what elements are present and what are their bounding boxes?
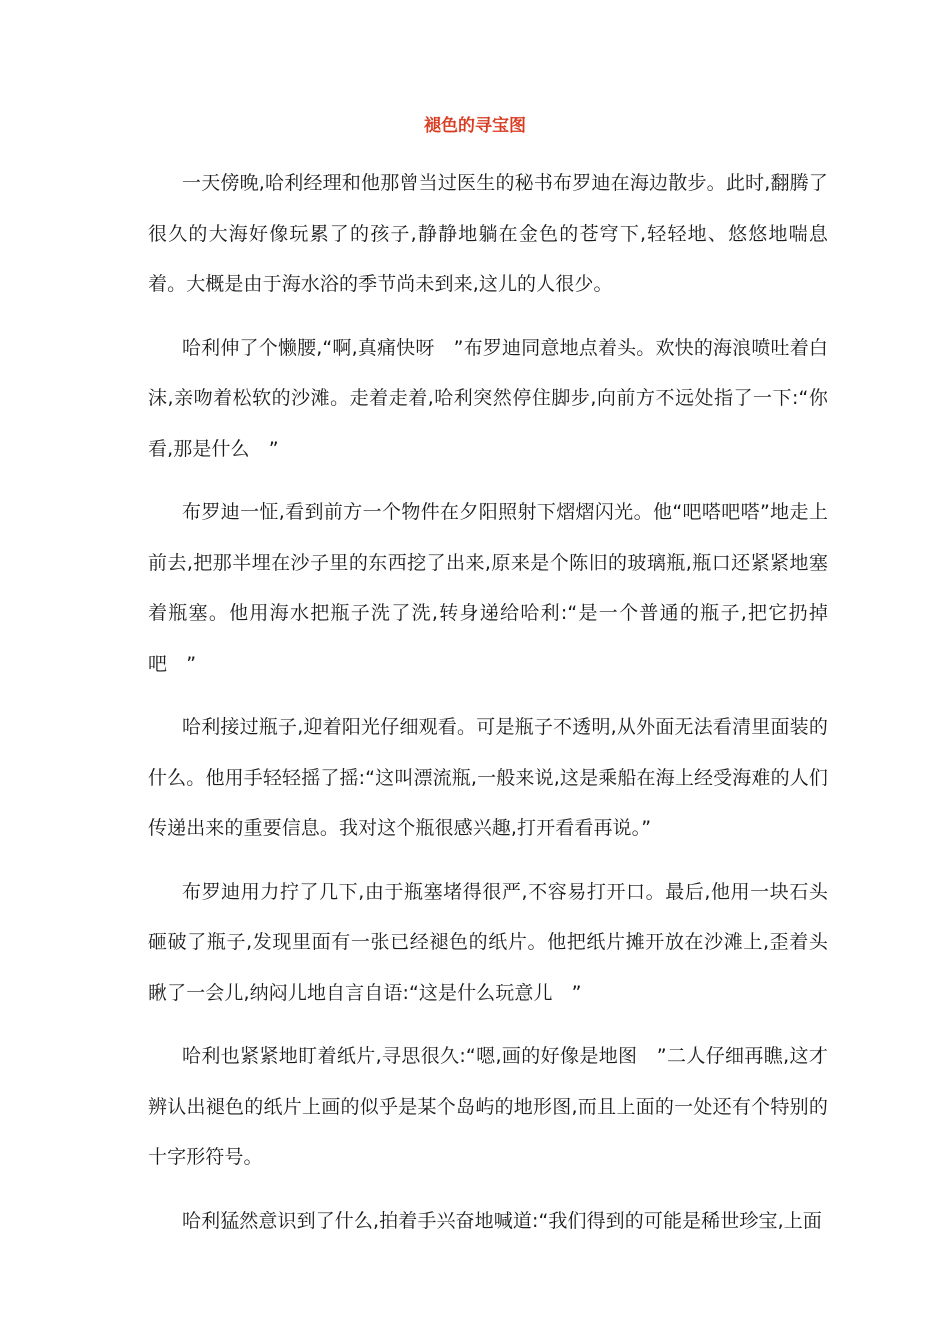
paragraph-2: 哈利伸了个懒腰,“啊,真痛快呀 ”布罗迪同意地点着头。欢快的海浪喷吐着白沫,亲吻着松软的沙滩。走着走着,哈利突然停住脚步,向前方不远处指了一下:“你看,那是什么 ”	[148, 336, 828, 460]
paragraph-4: 哈利接过瓶子,迎着阳光仔细观看。可是瓶子不透明,从外面无法看清里面装的什么。他用手轻轻摇了摇:“这叫漂流瓶,一般来说,这是乘船在海上经受海难的人们传递出来的重要信息。我对这个瓶很感兴趣,打开看看再说。”	[148, 716, 828, 839]
paragraph-3: 布罗迪一怔,看到前方一个物件在夕阳照射下熠熠闪光。他“吧嗒吧嗒”地走上前去,把那半埋在沙子里的东西挖了出来,原来是个陈旧的玻璃瓶,瓶口还紧紧地塞着瓶塞。他用海水把瓶子洗了洗,转身递给哈利:“是一个普通的瓶子,把它扔掉吧 ”	[148, 501, 828, 675]
document-title: 褪色的寻宝图	[424, 116, 526, 136]
paragraph-1: 一天傍晚,哈利经理和他那曾当过医生的秘书布罗迪在海边散步。此时,翻腾了很久的大海好像玩累了的孩子,静静地躺在金色的苍穹下,轻轻地、悠悠地喘息着。大概是由于海水浴的季节尚未到来,这儿的人很少。	[148, 172, 828, 295]
paragraph-5: 布罗迪用力拧了几下,由于瓶塞堵得很严,不容易打开口。最后,他用一块石头砸破了瓶子,发现里面有一张已经褪色的纸片。他把纸片摊开放在沙滩上,歪着头瞅了一会儿,纳闷儿地自言自语:“这是什么玩意儿 ”	[148, 880, 828, 1004]
paragraph-6: 哈利也紧紧地盯着纸片,寻思很久:“嗯,画的好像是地图 ”二人仔细再瞧,这才辨认出褪色的纸片上画的似乎是某个岛屿的地形图,而且上面的一处还有个特别的十字形符号。	[148, 1045, 828, 1168]
document-body	[148, 158, 828, 1259]
paragraph-7: 哈利猛然意识到了什么,拍着手兴奋地喊道:“我们得到的可能是稀世珍宝,上面	[182, 1209, 822, 1232]
